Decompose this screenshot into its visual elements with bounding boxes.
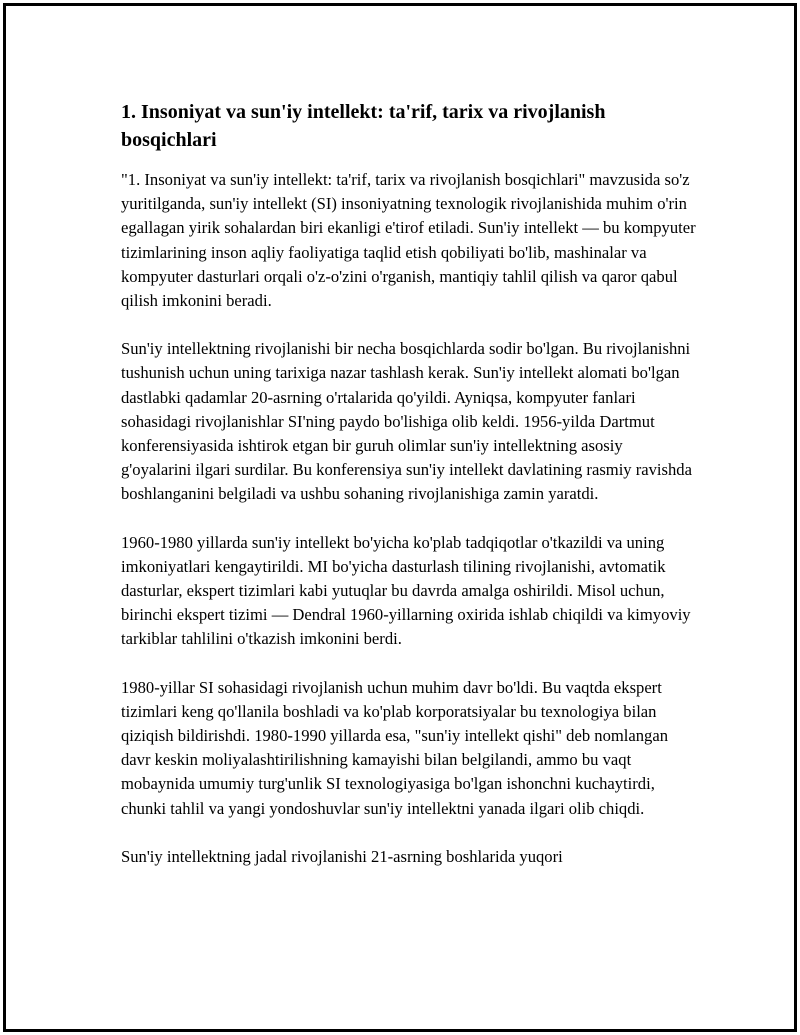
document-body bbox=[121, 98, 696, 893]
paragraph-21st-century: Sun'iy intellektning jadal rivojlanishi 21-asrning boshlarida yuqori bbox=[121, 846, 563, 866]
page-frame bbox=[3, 3, 797, 1032]
paragraph-1980s: 1980-yillar SI sohasidagi rivojlanish uchun muhim davr bo'ldi. Bu vaqtda ekspert tizimlari keng qo'llanila boshladi va ko'plab korporatsiyalar bu texnologiya bilan qiziqish bildirishdi. 1980-1990 yillarda esa, "sun'iy intellekt qishi" deb nomlangan davr keskin moliyalashtirilishning kamayishi bilan belgilandi, ammo bu vaqt mobaynida umumiy turg'unlik SI texnologiyasiga bo'lgan ishonchni kuchaytirdi, chunki tahlil va yangi yondoshuvlar sun'iy intellektni yanada ilgari olib chiqdi. bbox=[121, 677, 669, 818]
document-title: 1. Insoniyat va sun'iy intellekt: ta'rif, tarix va rivojlanish bosqichlari bbox=[121, 101, 606, 151]
paragraph-history: Sun'iy intellektning rivojlanishi bir necha bosqichlarda sodir bo'lgan. Bu rivojlanishni tushunish uchun uning tarixiga nazar tashlash kerak. Sun'iy intellekt alomati bo'lgan dastlabki qadamlar 20-asrning o'rtalarida qo'yildi. Ayniqsa, kompyuter fanlari sohasidagi rivojlanishlar SI'ning paydo bo'lishiga olib keldi. 1956-yilda Dartmut konferensiyasida ishtirok etgan bir guruh olimlar sun'iy intellektning asosiy g'oyalarini ilgari surdilar. Bu konferensiya sun'iy intellekt davlatining rasmiy ravishda boshlanganini belgiladi va ushbu sohaning rivojlanishiga zamin yaratdi. bbox=[121, 339, 692, 504]
paragraph-1960-1980: 1960-1980 yillarda sun'iy intellekt bo'yicha ko'plab tadqiqotlar o'tkazildi va uning imkoniyatlari kengaytirildi. MI bo'yicha dasturlash tilining rivojlanishi, avtomatik dasturlar, ekspert tizimlari kabi yutuqlar bu davrda amalga oshirildi. Misol uchun, birinchi ekspert tizimi — Dendral 1960-yillarning oxirida ishlab chiqildi va kimyoviy tarkiblar tahlilini o'tkazish imkonini berdi. bbox=[121, 532, 691, 649]
paragraph-intro: "1. Insoniyat va sun'iy intellekt: ta'rif, tarix va rivojlanish bosqichlari" mavzusida so'z yuritilganda, sun'iy intellekt (SI) insoniyatning texnologik rivojlanishida muhim o'rin egallagan yirik sohalardan biri ekanligi e'tirof etiladi. Sun'iy intellekt — bu kompyuter tizimlarining inson aqliy faoliyatiga taqlid etish qobiliyati bo'lib, mashinalar va kompyuter dasturlari orqali o'z-o'zini o'rganish, mantiqiy tahlil qilish va qaror qabul qilish imkonini beradi. bbox=[121, 170, 696, 311]
